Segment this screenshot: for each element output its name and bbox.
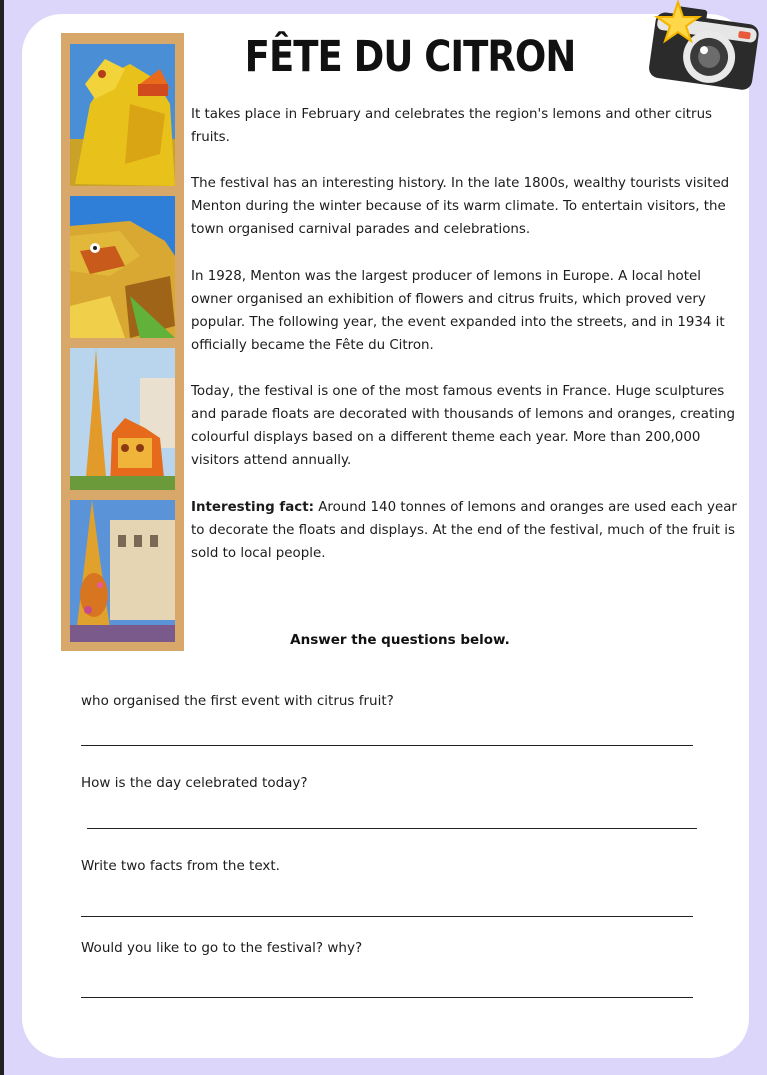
fact-label: Interesting fact:	[191, 500, 314, 515]
page-title: FÊTE DU CITRON	[244, 32, 576, 82]
camera-icon	[642, 0, 764, 95]
question-1: who organised the first event with citrus fruit?	[81, 693, 394, 709]
answer-line-3[interactable]	[81, 916, 693, 917]
window-edge	[0, 0, 4, 1075]
eiffel-violin-sculpture-photo	[70, 500, 175, 642]
eiffel-tower-float-photo	[70, 348, 175, 490]
question-3: Write two facts from the text.	[81, 858, 280, 874]
answer-line-4[interactable]	[81, 997, 693, 998]
answer-line-1[interactable]	[81, 745, 693, 746]
question-4: Would you like to go to the festival? why?	[81, 940, 363, 956]
lemon-dragon-photo	[70, 44, 175, 186]
answer-line-2[interactable]	[87, 828, 697, 829]
questions-heading: Answer the questions below.	[290, 632, 510, 648]
origin-paragraph: In 1928, Menton was the largest producer of lemons in Europe. A local hotel owner organised an exhibition of flowers and citrus fruits, which proved very popular. The following year, the event expanded into the streets, and in 1934 it officially became the Fête du Citron.	[191, 269, 725, 353]
photo-strip	[61, 33, 184, 651]
intro-paragraph: It takes place in February and celebrates the region's lemons and other citrus fruits.	[191, 107, 713, 145]
today-paragraph: Today, the festival is one of the most famous events in France. Huge sculptures and parade floats are decorated with thousands of lemons and oranges, creating colourful displays based on a different theme each year. More than 200,000 visitors attend annually.	[191, 384, 735, 468]
history-paragraph: The festival has an interesting history. In the late 1800s, wealthy tourists visited Menton during the winter because of its warm climate. To entertain visitors, the town organised carnival parades and celebrations.	[191, 176, 730, 237]
fact-text: Around 140 tonnes of lemons and oranges are used each year to decorate the floats and displays. At the end of the festival, much of the fruit is sold to local people.	[191, 500, 737, 561]
question-2: How is the day celebrated today?	[81, 775, 308, 791]
fact-paragraph	[191, 496, 743, 565]
dragon-head-photo	[70, 196, 175, 338]
